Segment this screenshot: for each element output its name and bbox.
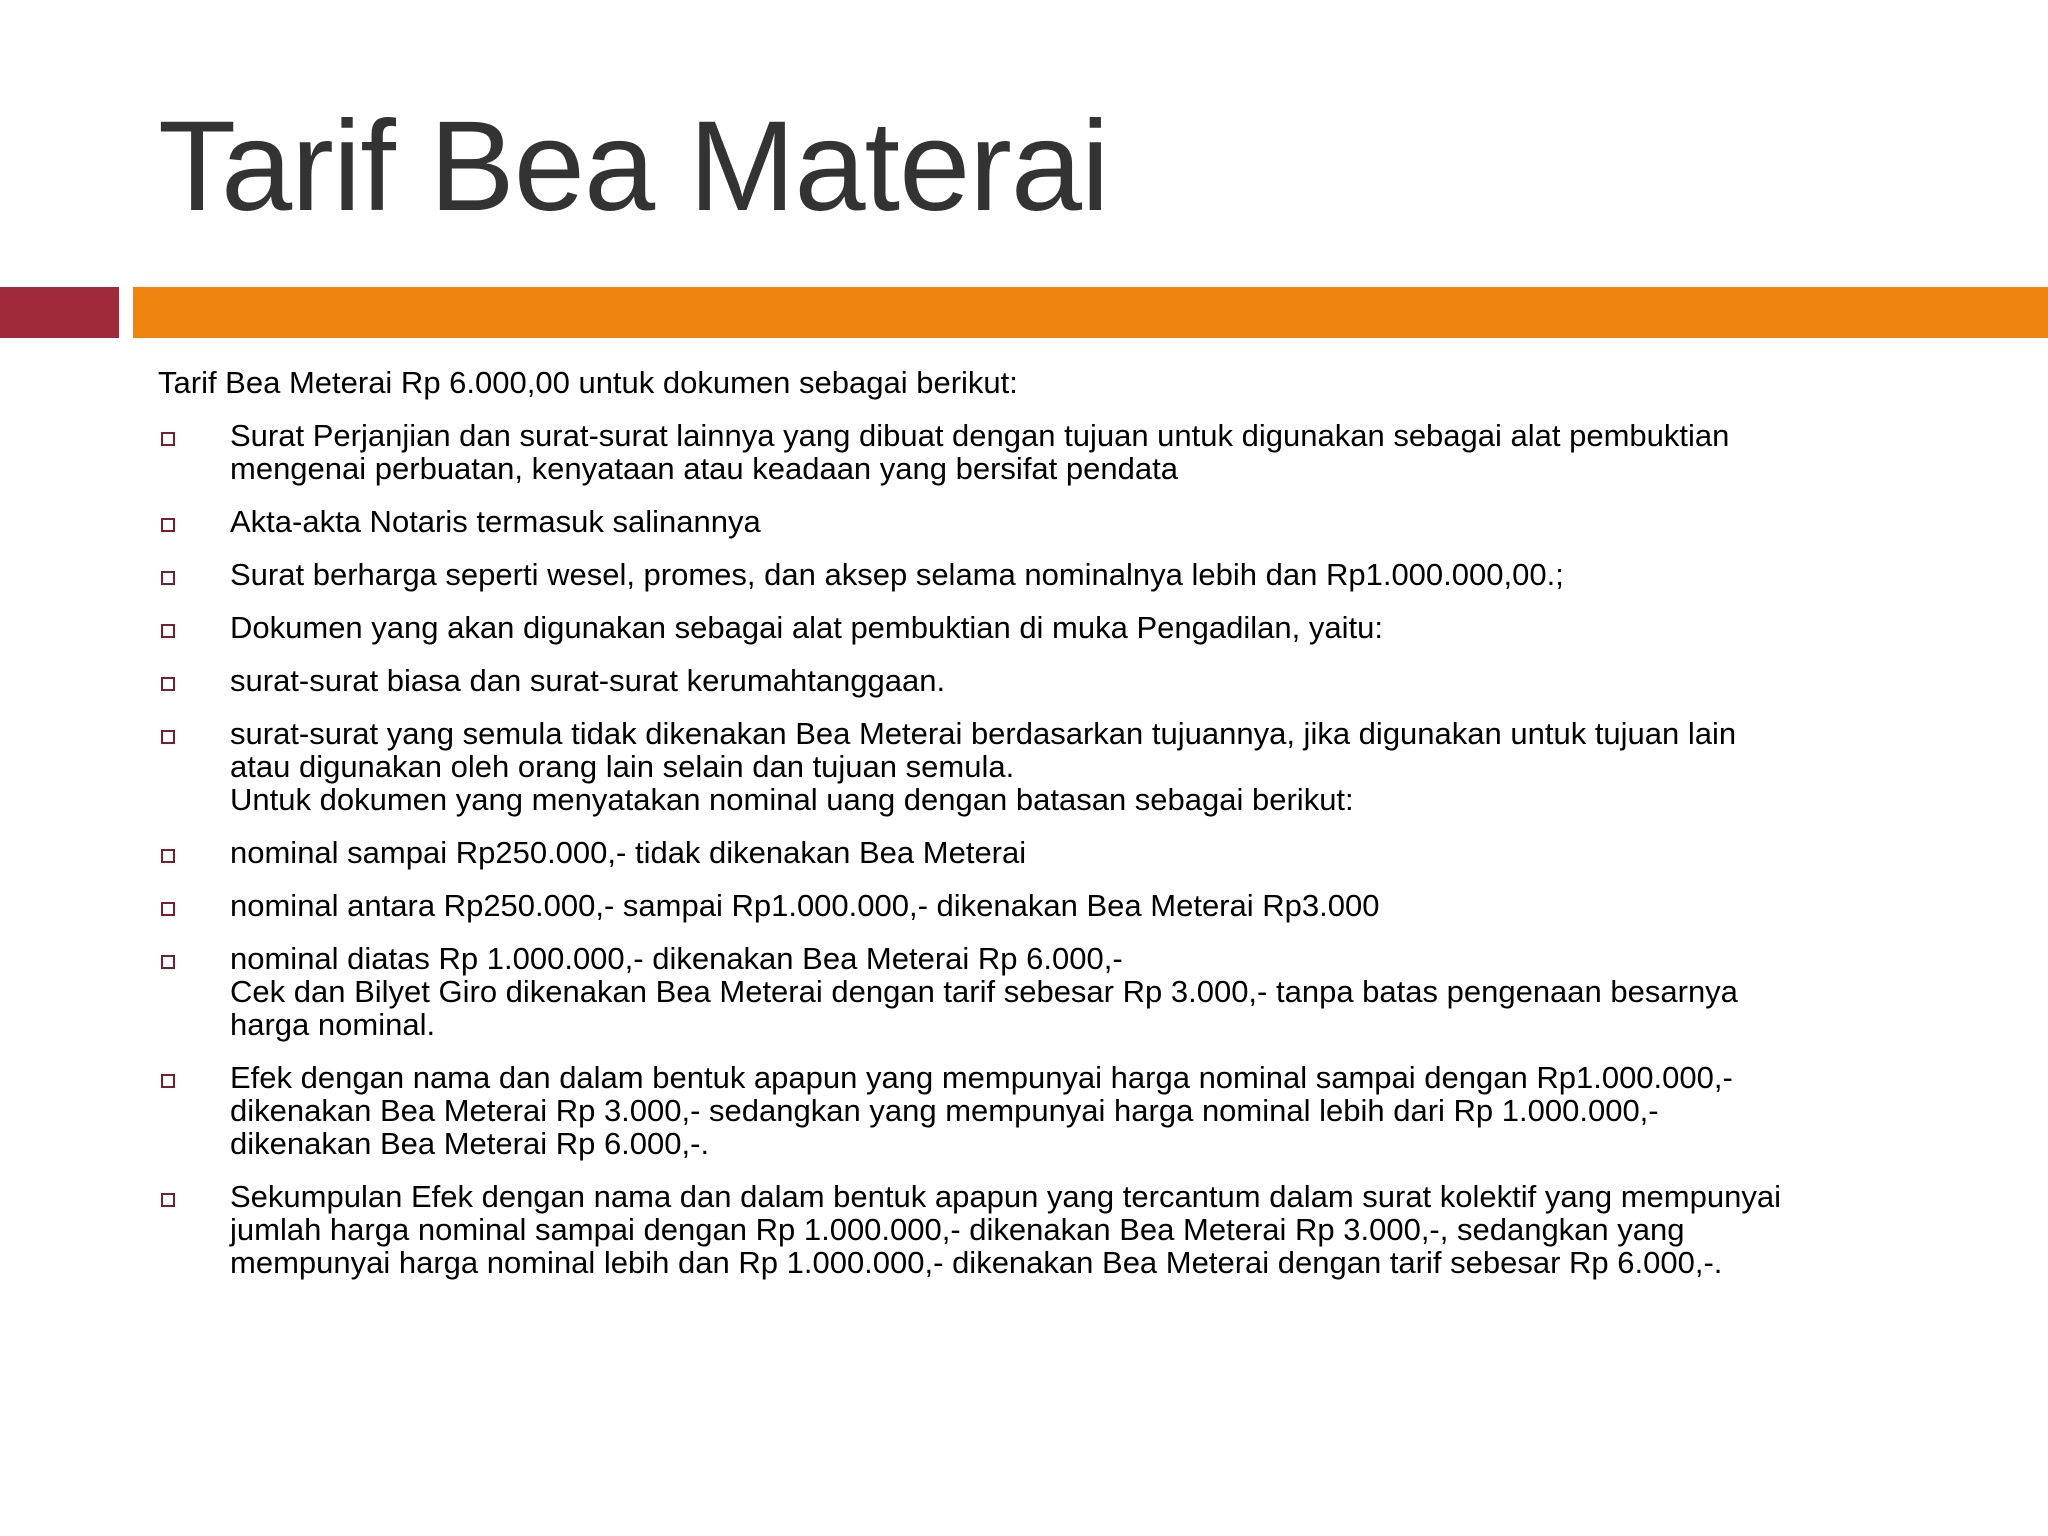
list-item-line: mengenai perbuatan, kenyataan atau keadaan yang bersifat pendata [230, 451, 1178, 486]
list-item [158, 558, 1938, 591]
square-bullet-icon [161, 624, 175, 638]
square-bullet-icon [161, 1193, 175, 1207]
square-bullet-icon [161, 1074, 175, 1088]
title-accent-bar-left [0, 287, 119, 338]
intro-text: Tarif Bea Meterai Rp 6.000,00 untuk dokumen sebagai berikut: [158, 365, 1018, 400]
list-item [158, 889, 1938, 922]
list-item-line: jumlah harga nominal sampai dengan Rp 1.000.000,- dikenakan Bea Meterai Rp 3.000,-, sedangkan yang [230, 1212, 1685, 1247]
list-item-line: mempunyai harga nominal lebih dan Rp 1.000.000,- dikenakan Bea Meterai dengan tarif sebesar Rp 6.000,-. [230, 1245, 1723, 1280]
list-item-line: Dokumen yang akan digunakan sebagai alat pembuktian di muka Pengadilan, yaitu: [230, 610, 1383, 645]
square-bullet-icon [161, 571, 175, 585]
list-item-line: Cek dan Bilyet Giro dikenakan Bea Meterai dengan tarif sebesar Rp 3.000,- tanpa batas pengenaan besarnya [230, 974, 1738, 1009]
list-item-line: harga nominal. [230, 1007, 436, 1042]
list-item-line: nominal antara Rp250.000,- sampai Rp1.000.000,- dikenakan Bea Meterai Rp3.000 [230, 888, 1380, 923]
list-item [158, 836, 1938, 869]
square-bullet-icon [161, 432, 175, 446]
square-bullet-icon [161, 902, 175, 916]
list-item [158, 611, 1938, 644]
list-item-line: surat-surat yang semula tidak dikenakan Bea Meterai berdasarkan tujuannya, jika digunakan untuk tujuan lain [230, 716, 1737, 751]
square-bullet-icon [161, 849, 175, 863]
slide-title: Tarif Bea Materai [158, 95, 1109, 238]
list-item-line: Surat Perjanjian dan surat-surat lainnya yang dibuat dengan tujuan untuk digunakan sebagai alat pembuktian [230, 418, 1730, 453]
list-item-line: dikenakan Bea Meterai Rp 3.000,- sedangkan yang mempunyai harga nominal lebih dari Rp 1.000.000,- [230, 1093, 1659, 1128]
slide-body [158, 366, 1938, 1299]
list-item [158, 664, 1938, 697]
list-item-line: Akta-akta Notaris termasuk salinannya [230, 504, 761, 539]
list-item [158, 942, 1938, 1041]
list-item [158, 505, 1938, 538]
list-item-line: nominal diatas Rp 1.000.000,- dikenakan Bea Meterai Rp 6.000,- [230, 941, 1123, 976]
list-item-line: dikenakan Bea Meterai Rp 6.000,-. [230, 1126, 710, 1161]
list-item [158, 1180, 1938, 1279]
list-item-line: Efek dengan nama dan dalam bentuk apapun yang mempunyai harga nominal sampai dengan Rp1.000.000,- [230, 1060, 1733, 1095]
list-item-line: surat-surat biasa dan surat-surat kerumahtanggaan. [230, 663, 946, 698]
list-item-line: atau digunakan oleh orang lain selain dan tujuan semula. [230, 749, 1015, 784]
list-item-line: Sekumpulan Efek dengan nama dan dalam bentuk apapun yang tercantum dalam surat kolektif yang mempunyai [230, 1179, 1781, 1214]
list-item-line: Untuk dokumen yang menyatakan nominal uang dengan batasan sebagai berikut: [230, 782, 1354, 817]
list-item [158, 419, 1938, 485]
title-accent-bar-right [133, 287, 2048, 338]
bullet-list [158, 419, 1938, 1279]
list-item-line: nominal sampai Rp250.000,- tidak dikenakan Bea Meterai [230, 835, 1027, 870]
square-bullet-icon [161, 677, 175, 691]
list-item-line: Surat berharga seperti wesel, promes, dan aksep selama nominalnya lebih dan Rp1.000.000,00.; [230, 557, 1564, 592]
square-bullet-icon [161, 730, 175, 744]
list-item [158, 1061, 1938, 1160]
square-bullet-icon [161, 955, 175, 969]
list-item [158, 717, 1938, 816]
square-bullet-icon [161, 518, 175, 532]
